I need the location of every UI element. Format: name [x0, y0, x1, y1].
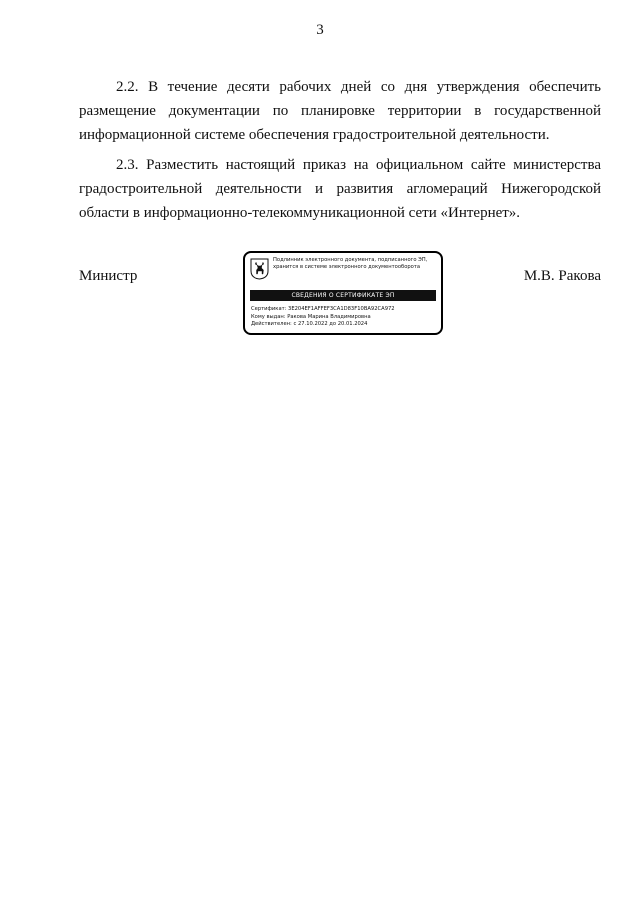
signatory-position: Министр	[79, 268, 138, 284]
certificate-details	[251, 306, 437, 329]
paragraph-2-2: 2.2. В течение десяти рабочих дней со дня утверждения обеспечить размещение документации по планировке территории в государственной информационной системе обеспечения градостроительной деятельности.	[79, 79, 601, 143]
paragraph-2-3: 2.3. Разместить настоящий приказ на официальном сайте министерства градостроительной деятельности и развития агломераций Нижегородской области в информационно-телекоммуникационной сети «Интернет».	[79, 157, 601, 221]
certificate-row	[251, 306, 437, 314]
owner-label: Кому выдан:	[251, 313, 286, 320]
certificate-header: СВЕДЕНИЯ О СЕРТИФИКАТЕ ЭП	[250, 290, 436, 301]
validity-value: с 27.10.2022 до 20.01.2024	[293, 321, 368, 327]
validity-row	[251, 321, 437, 329]
owner-row	[251, 314, 437, 322]
stamp-notice: Подлинник электронного документа, подписанного ЭП, хранится в системе электронного документооборота	[273, 257, 428, 270]
validity-label: Действителен:	[251, 321, 292, 327]
electronic-signature-stamp	[243, 251, 443, 335]
owner-value: Ракова Марина Владимировна	[287, 313, 371, 320]
page-number: 3	[316, 22, 324, 38]
deer-emblem-icon	[250, 258, 269, 280]
signatory-name: М.В. Ракова	[523, 268, 601, 284]
certificate-label: Сертификат:	[251, 306, 287, 312]
certificate-value: 3E204EF1AFFEF3CA1D83F10BA92CA972	[288, 306, 395, 312]
